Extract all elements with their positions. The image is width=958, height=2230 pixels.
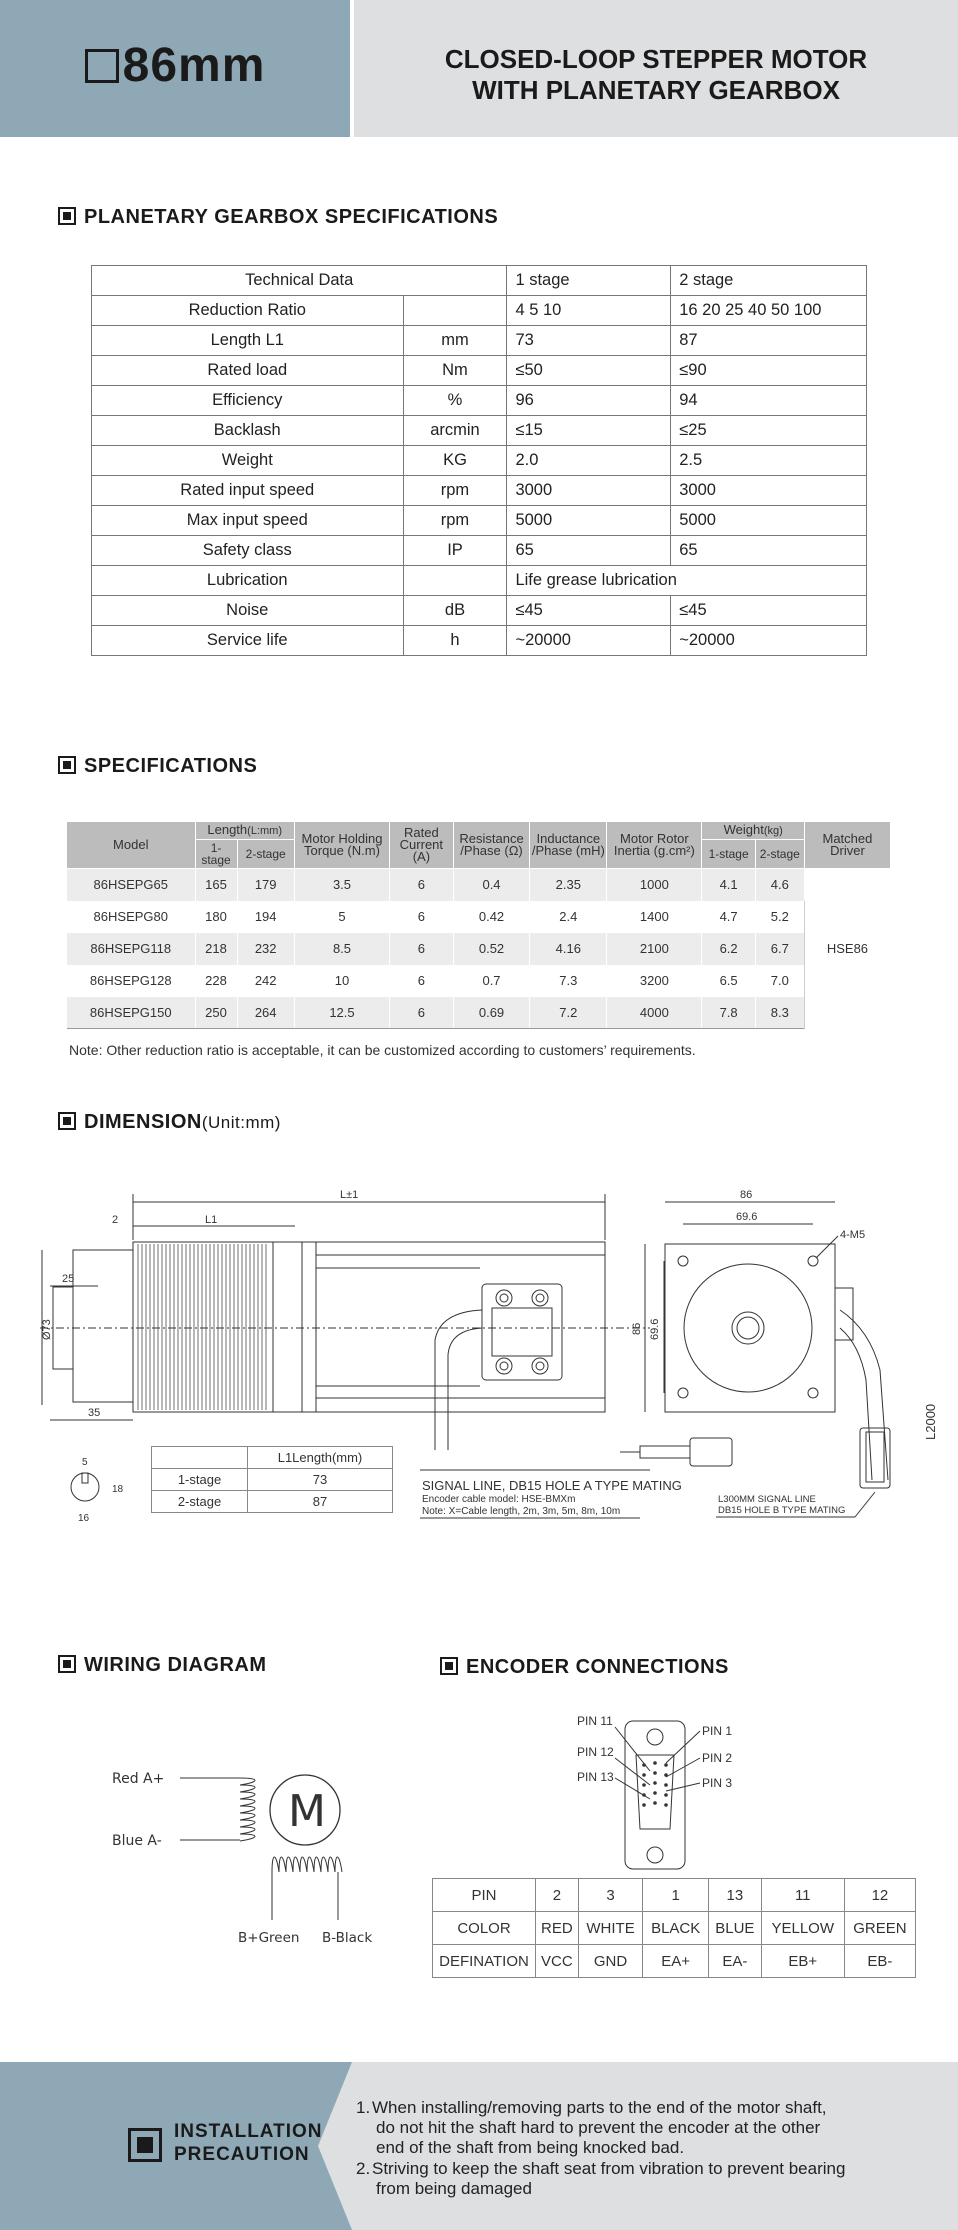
signal-b-label-2: DB15 HOLE B TYPE MATING xyxy=(718,1505,846,1516)
dim-69-h: 69.6 xyxy=(649,1318,661,1340)
encoder-model-label: Encoder cable model: HSE-BMXm xyxy=(422,1494,576,1505)
col-length-2stage: 2-stage xyxy=(237,840,294,869)
col-length-1stage: 1-stage xyxy=(195,840,237,869)
col-model: Model xyxy=(67,822,195,869)
signal-line-label: SIGNAL LINE, DB15 HOLE A TYPE MATING xyxy=(422,1478,682,1493)
col-inertia: Motor Rotor Inertia (g.cm²) xyxy=(607,822,702,869)
dim-86-h: 86 xyxy=(631,1322,643,1335)
gearbox-spec-table xyxy=(91,265,867,656)
precaution-list xyxy=(356,2098,916,2200)
matched-driver-cell: HSE86 xyxy=(804,869,890,1029)
dim-4m5: 4-M5 xyxy=(840,1229,866,1241)
table-row: Rated input speed rpm 3000 3000 xyxy=(92,476,867,506)
dim-25: 25 xyxy=(62,1273,75,1285)
dim-dia73: Ø73 xyxy=(41,1319,53,1340)
col-inductance: Inductance /Phase (mH) xyxy=(530,822,607,869)
wiring-diagram xyxy=(100,1760,400,1960)
table-row: Rated load Nm ≤50 ≤90 xyxy=(92,356,867,386)
encoder-row-def: DEFINATION VCC GND EA+ EA- EB+ EB- xyxy=(433,1945,916,1978)
col-weight: Weight(kg) xyxy=(702,822,804,840)
col-weight-2stage: 2-stage xyxy=(755,840,804,869)
coil-b-icon xyxy=(272,1857,342,1872)
table-row: Efficiency % 96 94 xyxy=(92,386,867,416)
encoder-pin-table xyxy=(432,1878,916,1978)
col-length: Length(L:mm) xyxy=(195,822,294,840)
signal-b-label-1: L300MM SIGNAL LINE xyxy=(718,1494,816,1505)
wire-black-label: B-Black xyxy=(322,1930,373,1946)
page-header xyxy=(0,0,958,137)
cable-note-label: Note: X=Cable length, 2m, 3m, 5m, 8m, 10m xyxy=(422,1506,621,1517)
dim-l2000: L2000 xyxy=(923,1403,938,1440)
shaft-key-detail xyxy=(71,1473,99,1501)
bullet-square-icon xyxy=(440,1657,458,1675)
motor-end-view xyxy=(665,1244,835,1412)
wire-red-label: Red A+ xyxy=(112,1771,165,1787)
gearbox-heading: PLANETARY GEARBOX SPECIFICATIONS xyxy=(58,206,498,229)
connector-pins xyxy=(642,1761,668,1807)
table-row: Max input speed rpm 5000 5000 xyxy=(92,506,867,536)
table-row: 86HSEPG150 250 264 12.5 6 0.69 7.2 4000 7.8 8.3 xyxy=(67,997,891,1029)
gearbox-ribs xyxy=(138,1244,266,1410)
dim-69-w: 69.6 xyxy=(736,1211,758,1223)
table-row: Backlash arcmin ≤15 ≤25 xyxy=(92,416,867,446)
table-row: Weight KG 2.0 2.5 xyxy=(92,446,867,476)
connector-pin xyxy=(653,1781,657,1785)
col-weight-1stage: 1-stage xyxy=(702,840,755,869)
spec-note: Note: Other reduction ratio is acceptable, it can be customized according to customers’ requirements. xyxy=(69,1042,696,1058)
connector-pin xyxy=(653,1771,657,1775)
pin-3-label: PIN 3 xyxy=(702,1776,733,1790)
dim-L: L±1 xyxy=(340,1189,359,1201)
table-row: Reduction Ratio 4 5 10 16 20 25 40 50 100 xyxy=(92,296,867,326)
motor-size-title: 86mm xyxy=(0,38,350,93)
col-driver: Matched Driver xyxy=(804,822,890,869)
motor-symbol-label: M xyxy=(288,1786,326,1837)
table-row: 86HSEPG118 218 232 8.5 6 0.52 4.16 2100 6.2 6.7 xyxy=(67,933,891,965)
col-current: Rated Current (A) xyxy=(390,822,454,869)
pin-12-label: PIN 12 xyxy=(577,1745,614,1759)
precaution-item-2: 2. Striving to keep the shaft seat from vibration to prevent bearing from being damaged xyxy=(356,2159,846,2198)
dim-35: 35 xyxy=(88,1407,101,1419)
square-icon xyxy=(85,49,119,83)
dim-5: 5 xyxy=(82,1457,88,1468)
table-row: Lubrication Life grease lubrication xyxy=(92,566,867,596)
bullet-square-icon xyxy=(58,756,76,774)
l1-length-table: L1Length(mm) 1-stage 73 2-stage 87 xyxy=(151,1446,393,1513)
connector-pin xyxy=(642,1773,646,1777)
connector-pin xyxy=(653,1801,657,1805)
bullet-square-icon xyxy=(58,207,76,225)
col-resistance: Resistance /Phase (Ω) xyxy=(453,822,530,869)
table-row: Safety class IP 65 65 xyxy=(92,536,867,566)
pin-1-label: PIN 1 xyxy=(702,1724,733,1738)
col-torque: Motor Holding Torque (N.m) xyxy=(294,822,389,869)
warning-square-icon xyxy=(128,2128,162,2162)
dim-18: 18 xyxy=(112,1484,124,1495)
table-row: 86HSEPG65 165 179 3.5 6 0.4 2.35 1000 4.1 4.6 HSE86 xyxy=(67,869,891,901)
coil-a-icon xyxy=(240,1778,255,1841)
wiring-heading: WIRING DIAGRAM xyxy=(58,1654,267,1677)
specifications-heading: SPECIFICATIONS xyxy=(58,755,257,778)
connector-pin xyxy=(664,1763,668,1767)
encoder-heading: ENCODER CONNECTIONS xyxy=(440,1656,729,1679)
connector-pin xyxy=(653,1791,657,1795)
connector-pin xyxy=(642,1783,646,1787)
dim-2: 2 xyxy=(112,1214,119,1226)
gearbox-flange xyxy=(73,1250,133,1402)
product-title: CLOSED-LOOP STEPPER MOTOR WITH PLANETARY GEARBOX xyxy=(444,44,868,105)
wire-green-label: B+Green xyxy=(238,1930,300,1946)
wire-blue-label: Blue A- xyxy=(112,1833,162,1849)
dim-86-w: 86 xyxy=(740,1189,753,1201)
pin-11-label: PIN 11 xyxy=(577,1714,613,1728)
installation-precaution-title: INSTALLATION PRECAUTION xyxy=(174,2121,323,2165)
table-header-row: Technical Data 1 stage 2 stage xyxy=(92,266,867,296)
bullet-square-icon xyxy=(58,1112,76,1130)
table-row: Length L1 mm 73 87 xyxy=(92,326,867,356)
table-row: Noise dB ≤45 ≤45 xyxy=(92,596,867,626)
cable-clamp xyxy=(482,1284,562,1380)
connector-pin xyxy=(664,1793,668,1797)
connector-pin xyxy=(653,1761,657,1765)
dimension-heading: DIMENSION(Unit:mm) xyxy=(58,1111,281,1134)
encoder-row-pin: PIN 2 3 1 13 11 12 xyxy=(433,1879,916,1912)
table-row: 86HSEPG128 228 242 10 6 0.7 7.3 3200 6.5 7.0 xyxy=(67,965,891,997)
db15-connector-drawing xyxy=(570,1705,770,1875)
table-row: 86HSEPG80 180 194 5 6 0.42 2.4 1400 4.7 5.2 xyxy=(67,901,891,933)
pin-2-label: PIN 2 xyxy=(702,1751,733,1765)
dim-L1: L1 xyxy=(205,1214,218,1226)
motor-spec-table xyxy=(67,822,891,1029)
pin-13-label: PIN 13 xyxy=(577,1770,614,1784)
precaution-item-1: 1. When installing/removing parts to the end of the motor shaft, do not hit the shaft hard to prevent the encoder at the other end of the shaft from being knocked bad. xyxy=(356,2098,827,2157)
connector-pin xyxy=(664,1803,668,1807)
encoder-row-color: COLOR RED WHITE BLACK BLUE YELLOW GREEN xyxy=(433,1912,916,1945)
connector-pin xyxy=(664,1783,668,1787)
connector-pin xyxy=(642,1803,646,1807)
table-row: Service life h ~20000 ~20000 xyxy=(92,626,867,656)
dim-16: 16 xyxy=(78,1513,90,1524)
bullet-square-icon xyxy=(58,1655,76,1673)
